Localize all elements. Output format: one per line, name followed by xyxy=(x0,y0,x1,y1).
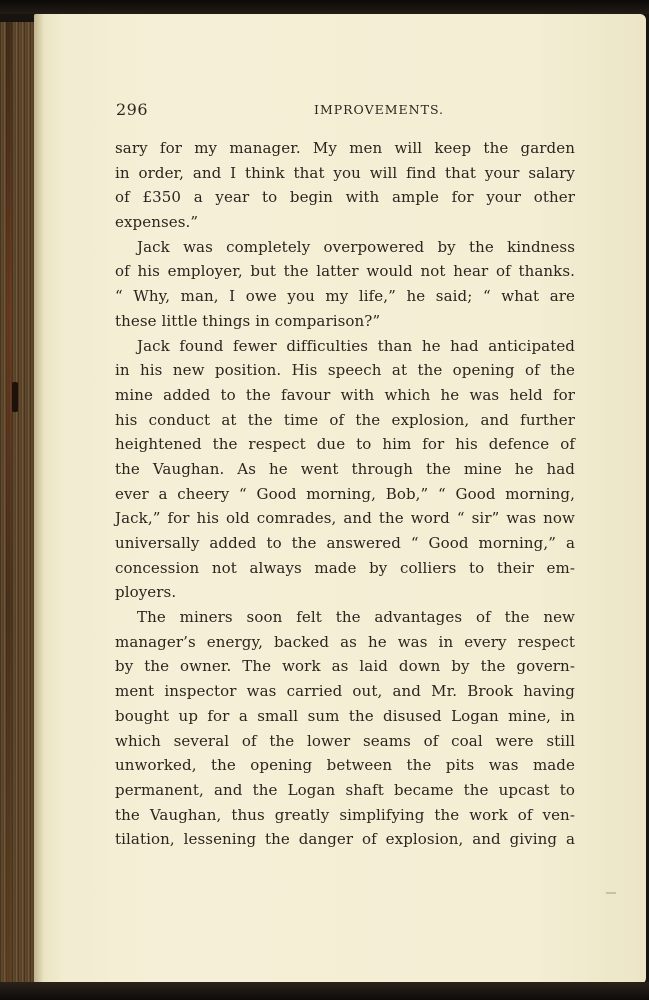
text-line: concession not always made by colliers to their em- xyxy=(115,558,575,577)
text-line: The miners soon felt the advantages of the new xyxy=(137,608,575,627)
text-line: Jack was completely overpowered by the kindness xyxy=(137,237,575,256)
page-header xyxy=(116,100,445,122)
text-line: these little things in comparison?” xyxy=(115,311,381,330)
text-line: in his new position. His speech at the opening of the xyxy=(115,361,575,380)
text-line: of his employer, but the latter would not hear of thanks. xyxy=(115,262,575,281)
text-line: bought up for a small sum the disused Logan mine, in xyxy=(115,706,575,725)
text-line: the Vaughan, thus greatly simplifying the work of ven- xyxy=(115,805,575,824)
text-line: “ Why, man, I owe you my life,” he said; “ what are xyxy=(115,287,575,306)
page-number: 296 xyxy=(116,100,149,119)
scan-bottom-border xyxy=(0,982,649,1000)
text-line: Jack found fewer difficulties than he had anticipated xyxy=(137,336,575,355)
text-line: of £350 a year to begin with ample for your other xyxy=(115,188,575,207)
spine-mark xyxy=(12,382,18,412)
text-line: ployers. xyxy=(115,583,177,602)
book-page-edges xyxy=(0,22,36,984)
text-line: expenses.” xyxy=(115,213,199,232)
text-line: heightened the respect due to him for his defence of xyxy=(115,435,575,454)
body-text xyxy=(115,136,575,852)
text-line: universally added to the answered “ Good morning,” a xyxy=(115,534,575,552)
text-line: ment inspector was carried out, and Mr. Brook having xyxy=(115,682,575,701)
text-line: sary for my manager. My men will keep the garden xyxy=(115,139,575,157)
text-line: ever a cheery “ Good morning, Bob,” “ Good morning, xyxy=(115,484,575,503)
text-line: Jack,” for his old comrades, and the word “ sir” was now xyxy=(115,509,575,528)
text-line: in order, and I think that you will find that your salary xyxy=(115,163,575,182)
text-line: manager’s energy, backed as he was in every respect xyxy=(115,632,575,651)
text-line: the Vaughan. As he went through the mine he had xyxy=(115,459,575,478)
scan-top-border xyxy=(0,0,649,14)
text-line: by the owner. The work as laid down by the govern- xyxy=(115,657,575,676)
text-line: mine added to the favour with which he was held for xyxy=(115,385,575,404)
text-line: which several of the lower seams of coal were still xyxy=(115,731,575,750)
text-line: permanent, and the Logan shaft became the upcast to xyxy=(115,780,575,799)
running-head: IMPROVEMENTS. xyxy=(314,102,445,117)
page-smudge xyxy=(606,892,616,894)
text-line: his conduct at the time of the explosion, and further xyxy=(115,410,575,429)
text-line: tilation, lessening the danger of explosion, and giving a xyxy=(115,830,575,849)
text-line: unworked, the opening between the pits was made xyxy=(115,756,575,775)
